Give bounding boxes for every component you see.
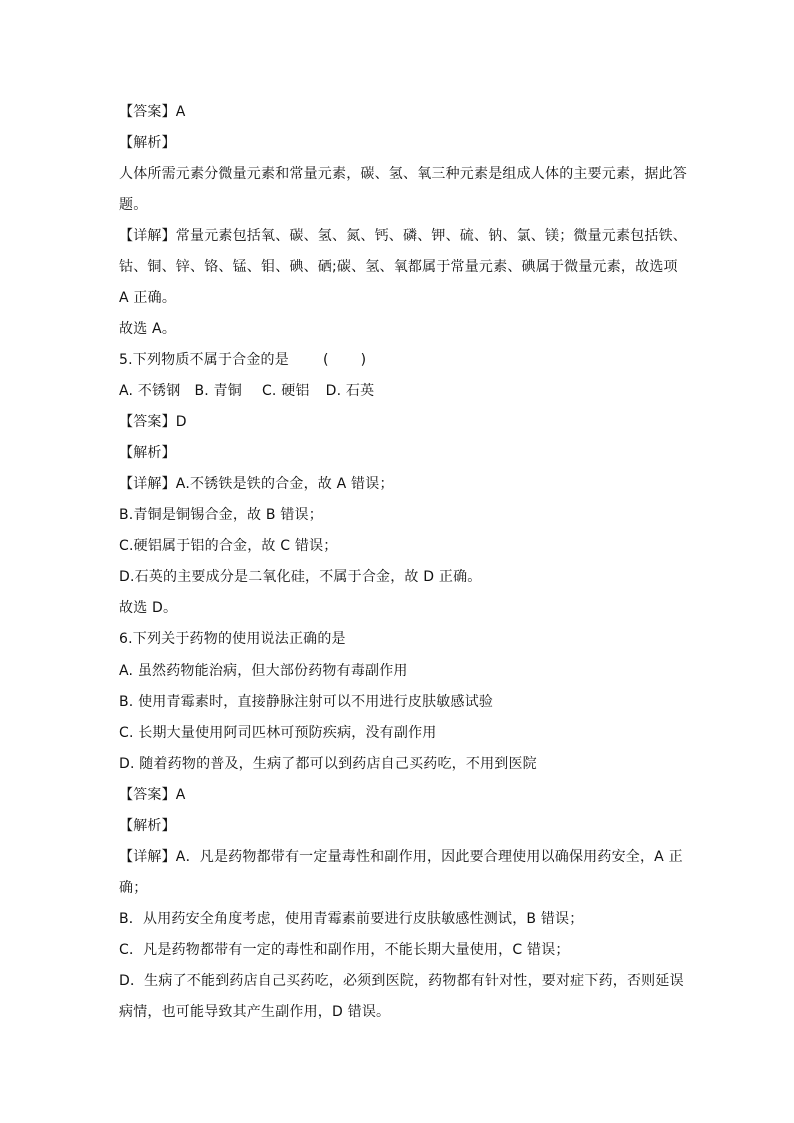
question-stem-text: 5.下列物质不属于合金的是 [119,352,289,368]
answer-line: 【答案】A [119,104,186,120]
option-c: C. 长期大量使用阿司匹林可预防疾病，没有副作用 [119,725,437,741]
answer-paren-open: ( [322,352,329,368]
detail-text: B．从用药安全角度考虑，使用青霉素前要进行皮肤敏感性测试，B 错误； [119,911,584,927]
option-d: D. 随着药物的普及，生病了都可以到药店自己买药吃，不用到医院 [119,756,537,772]
analysis-label: 【解析】 [119,445,176,461]
detail-text: 确； [119,880,148,896]
answer-paren-close: ) [360,352,367,368]
answer-line: 【答案】D [119,414,187,430]
analysis-label: 【解析】 [119,818,176,834]
option-b: B. 使用青霉素时，直接静脉注射可以不用进行皮肤敏感试验 [119,694,494,710]
option-d: D. 石英 [325,383,375,399]
question-options [119,382,689,400]
analysis-label: 【解析】 [119,135,176,151]
analysis-text: 人体所需元素分微量元素和常量元素，碳、氢、氧三种元素是组成人体的主要元素，据此答 [119,166,687,182]
question-stem: 6.下列关于药物的使用说法正确的是 [119,631,346,647]
detail-text: D．生病了不能到药店自己买药吃，必须到医院，药物都有针对性，要对症下药，否则延误 [119,973,684,989]
conclusion-text: 故选 D。 [119,600,178,616]
detail-text: 钴、铜、锌、铬、锰、钼、碘、硒;碳、氢、氧都属于常量元素、碘属于微量元素，故选项 [119,259,678,275]
analysis-text: 题。 [119,197,148,213]
detail-text: C．凡是药物都带有一定的毒性和副作用，不能长期大量使用，C 错误； [119,942,570,958]
question-stem [119,351,689,369]
detail-text: 【详解】常量元素包括氧、碳、氢、氮、钙、磷、钾、硫、钠、氯、镁；微量元素包括铁、 [119,228,687,244]
detail-text: 【详解】A.不锈铁是铁的合金，故 A 错误； [119,476,394,492]
answer-line: 【答案】A [119,787,186,803]
detail-text: 病情，也可能导致其产生副作用，D 错误。 [119,1004,391,1020]
conclusion-text: 故选 A。 [119,321,177,337]
detail-text: 【详解】A．凡是药物都带有一定量毒性和副作用，因此要合理使用以确保用药安全，A 正 [119,849,683,865]
option-a: A. 不锈钢 [119,383,181,399]
option-b: B. 青铜 [194,383,242,399]
option-a: A. 虽然药物能治病，但大部份药物有毒副作用 [119,663,408,679]
option-c: C. 硬铝 [261,383,310,399]
detail-text: B.青铜是铜锡合金，故 B 错误； [119,507,323,523]
detail-text: A 正确。 [119,290,177,306]
detail-text: D.石英的主要成分是二氧化硅，不属于合金，故 D 正确。 [119,569,482,585]
detail-text: C.硬铝属于铝的合金，故 C 错误； [119,538,338,554]
